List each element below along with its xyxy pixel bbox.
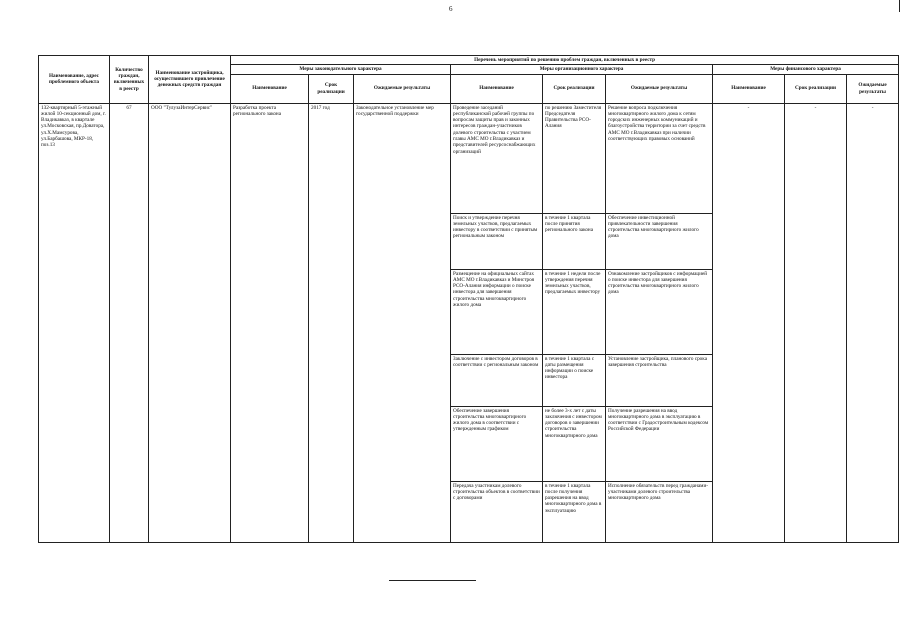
financial-term: -	[785, 103, 847, 542]
org-measure-term: в течение 1 недели после утверждения перечня земельных участков, предлагаемых инвестору	[543, 269, 606, 354]
org-measure-term: в течение 1 квартала после получения разрешения на ввод многоквартирного дома в эксплуатацию	[543, 481, 606, 542]
org-measure-term: не более 3-х лет с даты заключения с инвестором договоров о завершении строительства многоквартирного дома	[543, 406, 606, 481]
org-measure-name: Размещение на официальных сайтах АМС МО г.Владикавказ и Минстроя РСО-Алания информации о поиске инвестора для завершения строительства многоквартирного жилого дома	[451, 269, 543, 354]
header-legislative: Меры законодательного характера	[231, 65, 451, 74]
sub-header-term: Срок реализации	[309, 74, 354, 103]
header-financial: Меры финансового характера	[713, 65, 899, 74]
org-measure-result: Установление застройщика, планового срока завершения строительства	[606, 354, 713, 406]
org-measure-result: Решение вопроса подключения многоквартирного жилого дома к сетям городских инженерных коммуникаций и благоустройства территории за счет средств АМС МО г.Владикавказ при наличии соответствующих правовых оснований	[606, 103, 713, 213]
financial-result: -	[847, 103, 899, 542]
legislative-name: Разработка проекта регионального закона	[231, 103, 309, 542]
header-organizational: Меры организационного характера	[451, 65, 713, 74]
sub-header-result: Ожидаемые результаты	[354, 74, 451, 103]
header-measures: Перечень мероприятий по решению проблем граждан, включенных в реестр	[231, 56, 899, 65]
org-measure-term: по решению Заместителя Председателя Правительства РСО-Алания	[543, 103, 606, 213]
financial-name: -	[713, 103, 785, 542]
sub-header-term: Срок реализации	[785, 74, 847, 103]
legislative-term: 2017 год	[309, 103, 354, 542]
object-developer: ООО "ТулузаИнтерСервис"	[149, 103, 231, 542]
scan-mark	[899, 0, 900, 12]
org-measure-result: Обеспечение инвестиционной привлекательности завершения строительства многоквартирного жилого дома	[606, 213, 713, 269]
sub-header-result: Ожидаемые результаты	[606, 74, 713, 103]
org-measure-name: Передача участникам долевого строительства объектов в соответствии с договорами	[451, 481, 543, 542]
header-count: Количество граждан, включенных в реестр	[110, 56, 149, 104]
org-measure-term: в течение 1 квартала с даты размещения информации о поиске инвестора	[543, 354, 606, 406]
sub-header-term: Срок реализации	[543, 74, 606, 103]
sub-header-result: Ожидаемые результаты	[847, 74, 899, 103]
header-developer: Наименование застройщика, осуществившего привлечение денежных средств граждан	[149, 56, 231, 104]
footer-rule	[389, 580, 476, 581]
org-measure-result: Исполнение обязательств перед гражданами-участниками долевого строительства многоквартирного дома	[606, 481, 713, 542]
org-measure-result: Получение разрешения на ввод многоквартирного дома в эксплуатацию в соответствии с Градостроительным кодексом Российской Федерации	[606, 406, 713, 481]
org-measure-term: в течение 1 квартала после принятия регионального закона	[543, 213, 606, 269]
page-number: 6	[449, 5, 453, 13]
problem-objects-table	[38, 55, 899, 543]
org-measure-name: Проведение заседаний республиканской рабочей группы по вопросам защиты прав и законных интересов граждан-участников долевого строительства с участием главы АМС МО г.Владикавказ и представителей ресурсоснабжающих организаций	[451, 103, 543, 213]
sub-header-name: Наименование	[231, 74, 309, 103]
sub-header-name: Наименование	[713, 74, 785, 103]
org-measure-result: Ознакомление застройщиков с информацией о поиске инвестора для завершения строительства многоквартирного жилого дома	[606, 269, 713, 354]
legislative-result: Законодательное установление мер государственной поддержки	[354, 103, 451, 542]
table-row	[39, 103, 899, 213]
object-address: 132-квартирный 5-этажный жилой 10-секционный дом, г. Владикавказ, в квартале ул.Московская, пр.Доватора, ул.Х.Мамсурова, ул.Барбашова, МКР-18, поз.13	[39, 103, 110, 542]
org-measure-name: Заключение с инвестором договоров в соответствии с региональным законом	[451, 354, 543, 406]
header-name: Наименование, адрес проблемного объекта	[39, 56, 110, 104]
sub-header-name: Наименование	[451, 74, 543, 103]
object-count: 67	[110, 103, 149, 542]
org-measure-name: Поиск и утверждение перечня земельных участков, предлагаемых инвестору в соответствии с принятым региональным законом	[451, 213, 543, 269]
org-measure-name: Обеспечение завершения строительства многоквартирного жилого дома в соответствии с утвержденным графиком	[451, 406, 543, 481]
